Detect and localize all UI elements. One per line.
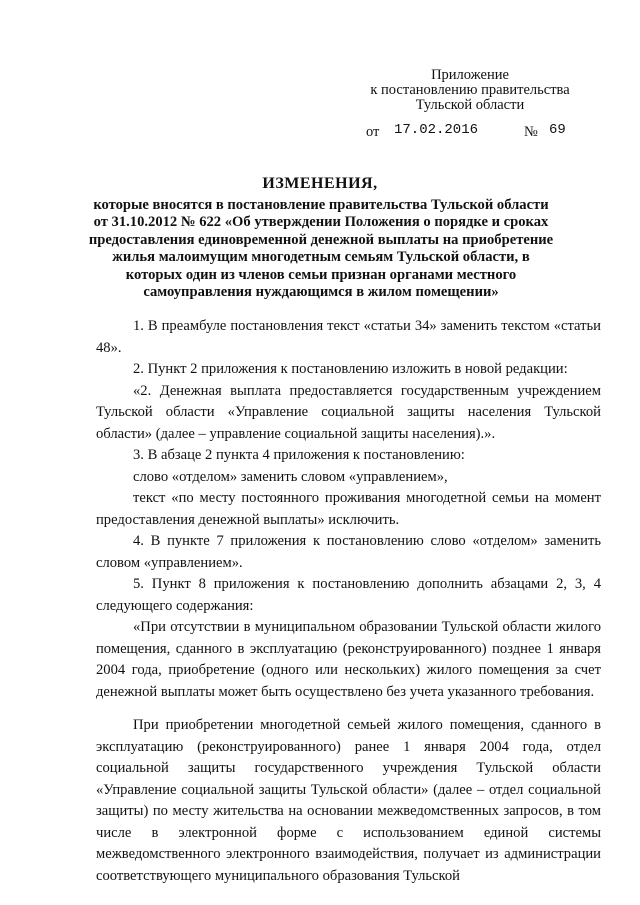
paragraph-4: 3. В абзаце 2 пункта 4 приложения к постановлению: bbox=[133, 447, 465, 463]
paragraph-5: слово «отделом» заменить словом «управлением», bbox=[133, 468, 448, 485]
paragraph-8: 5. Пункт 8 приложения к постановлению дополнить абзацами 2, 3, 4 следующего содержания: bbox=[96, 576, 601, 614]
document-subtitle: которые вносятся в постановление правительства Тульской области от 31.10.2012 № 622 «Об утверждении Положения о порядке и сроках предоставления единовременной денежной выплаты на приобретение жилья малоимущим многодетным семьям Тульской области, в которых один из членов семьи признан органами местного самоуправления нуждающимся в жилом помещении» bbox=[88, 197, 554, 301]
paragraph-2: 2. Пункт 2 приложения к постановлению изложить в новой редакции: bbox=[133, 361, 568, 377]
number-sign: № bbox=[524, 124, 538, 140]
paragraph-3: «2. Денежная выплата предоставляется государственным учреждением Тульской области «Управление социальной защиты населения Тульской области» (далее – управление социальной защиты населения).». bbox=[96, 382, 601, 442]
paragraph-10: При приобретении многодетной семьей жилого помещения, сданного в эксплуатацию (реконструированного) ранее 1 января 2004 года, отдел социальной защиты государственного учреждения Тульской области «Управление социальной защиты Тульской области» (далее – отдел социальной защиты) по месту жительства на основании межведомственных запросов, в том числе в электронной форме с использованием единой системы межведомственного электронного взаимодействия, получает из администрации соответствующего муниципального образования Тульской bbox=[96, 717, 601, 884]
appendix-line-3: Тульской области bbox=[415, 97, 525, 113]
paragraph-7: 4. В пункте 7 приложения к постановлению слово «отделом» заменить словом «управлением». bbox=[96, 533, 601, 571]
document-date: 17.02.2016 bbox=[394, 122, 479, 138]
document-title: ИЗМЕНЕНИЯ, bbox=[262, 175, 378, 192]
document-body bbox=[96, 316, 601, 887]
appendix-header bbox=[360, 68, 580, 113]
appendix-line-1: Приложение bbox=[431, 67, 509, 83]
date-prefix: от bbox=[366, 124, 380, 140]
paragraph-1: 1. В преамбуле постановления текст «статьи 34» заменить текстом «статьи 48». bbox=[96, 318, 601, 356]
document-number: 69 bbox=[549, 122, 566, 138]
paragraph-9: «При отсутствии в муниципальном образовании Тульской области жилого помещения, сданного в эксплуатацию (реконструированного) позднее 1 января 2004 года, приобретение (одного или нескольких) жилого помещения за счет денежной выплаты может быть осуществлено без учета указанного требования. bbox=[96, 619, 601, 700]
appendix-line-2: к постановлению правительства bbox=[370, 82, 570, 98]
paragraph-6: текст «по месту постоянного проживания многодетной семьи на момент предоставления денежной выплаты» исключить. bbox=[96, 490, 601, 528]
